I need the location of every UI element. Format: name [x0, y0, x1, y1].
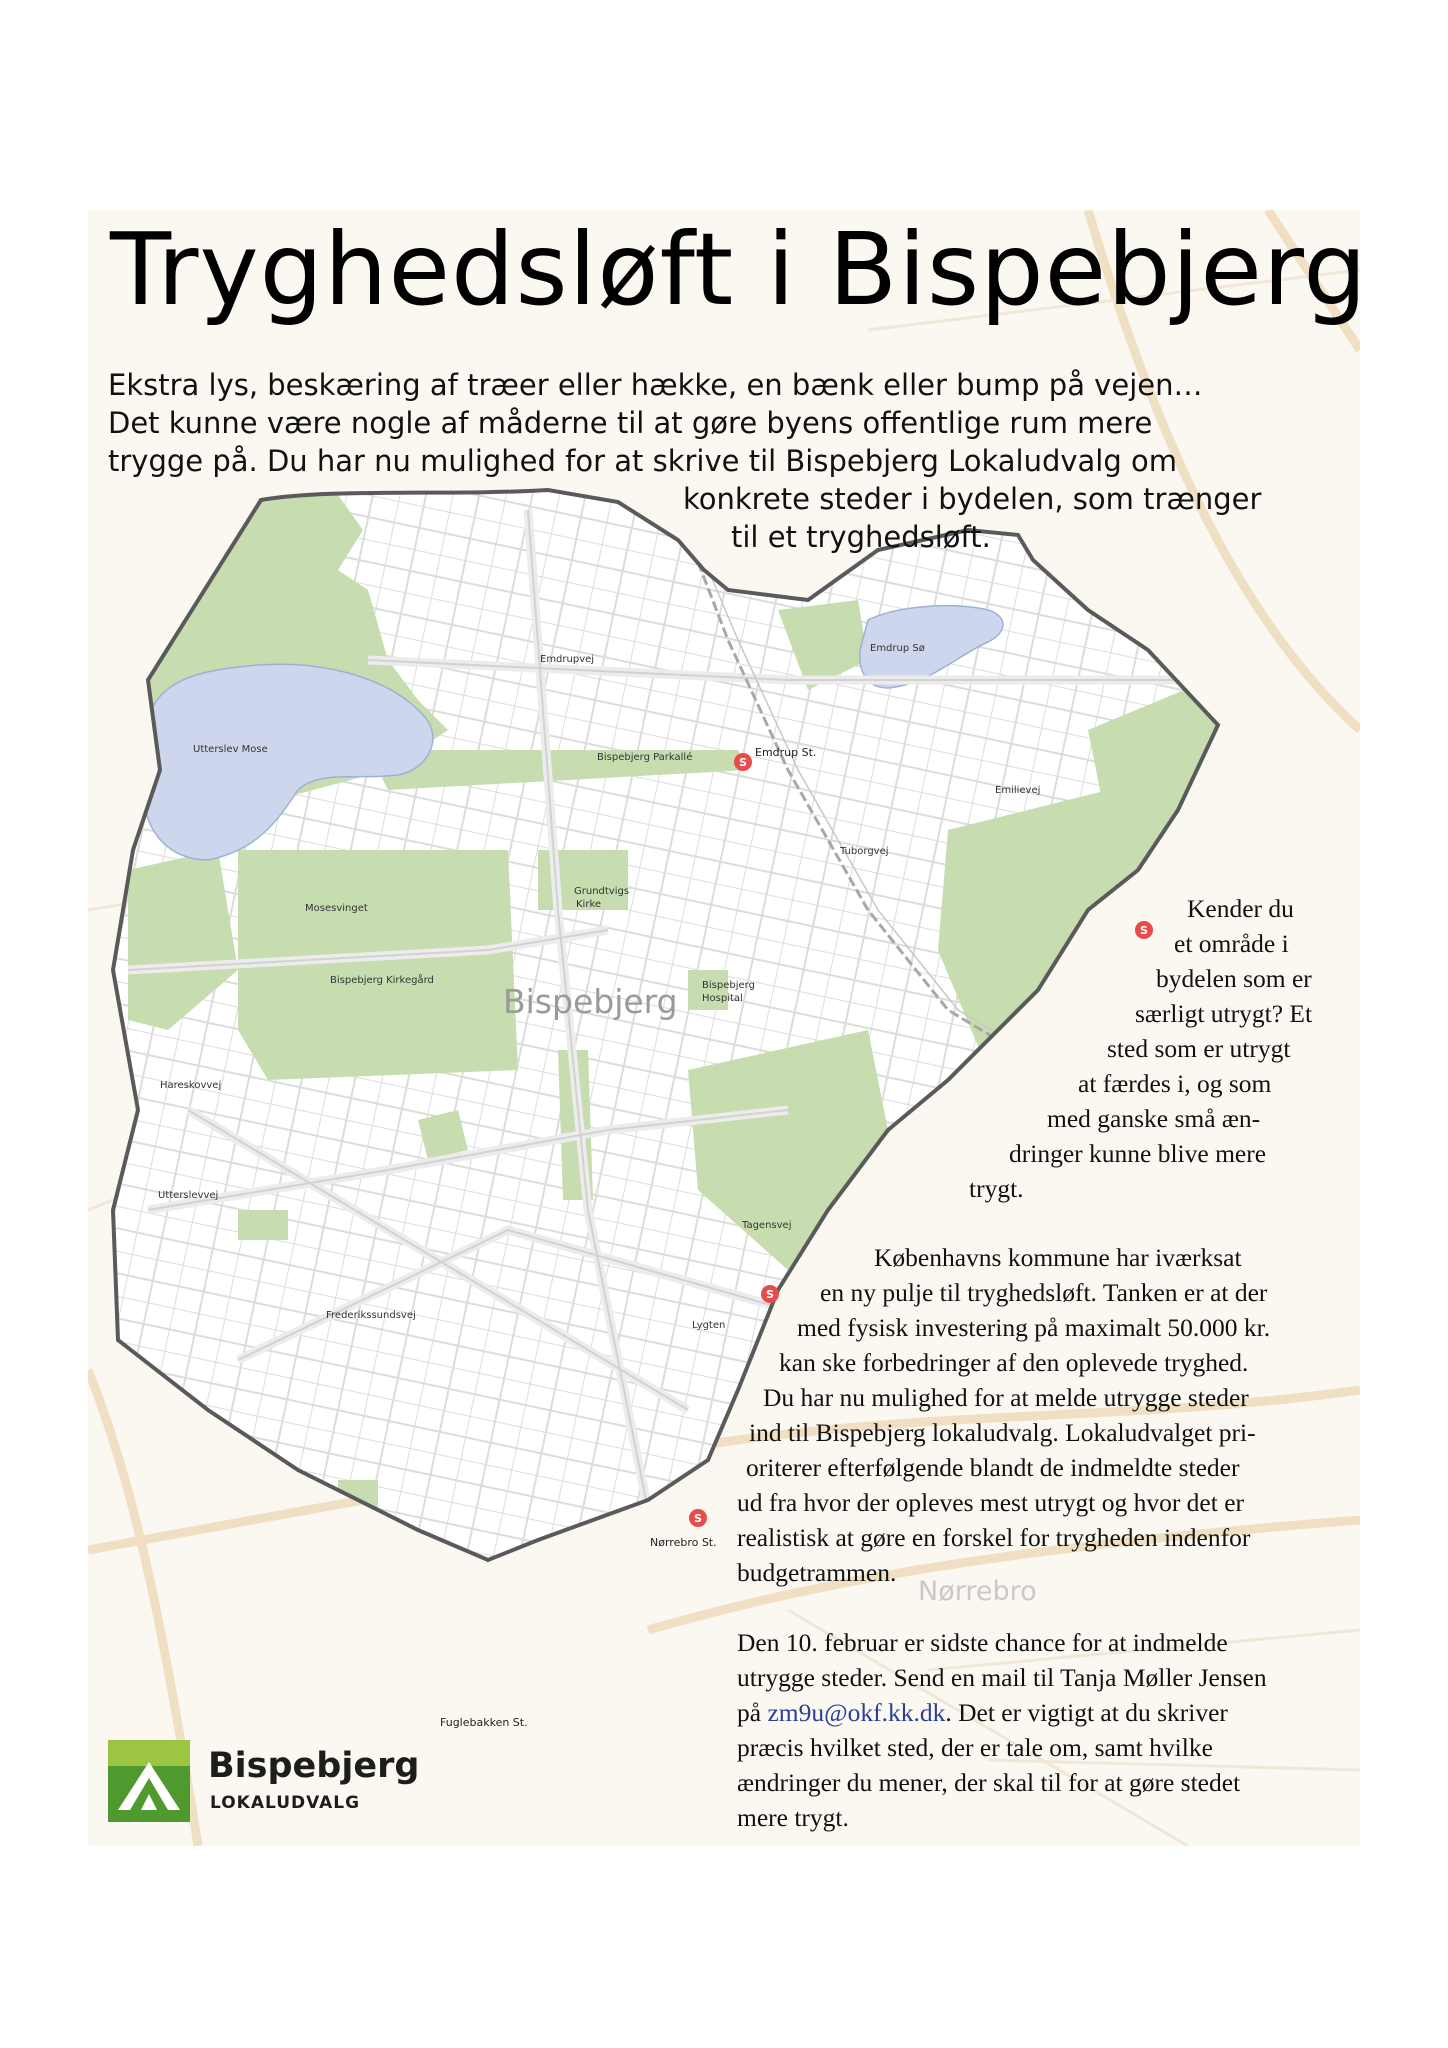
question-line-6: at færdes i, og som	[1078, 1069, 1272, 1098]
place-emdrup-so: Emdrup Sø	[870, 643, 925, 654]
place-utterslev-mose: Utterslev Mose	[193, 744, 268, 755]
info-line-6: ind til Bispebjerg lokaludvalg. Lokaludvalget pri-	[749, 1418, 1256, 1447]
neighbor-label: Nørrebro	[918, 1576, 1037, 1607]
station-nordvest-icon	[761, 1285, 779, 1303]
street-utterslevvej: Utterslevvej	[158, 1190, 219, 1201]
station-emdrup-label: Emdrup St.	[755, 746, 817, 759]
district-label: Bispebjerg	[503, 982, 678, 1021]
street-fredrikssundsvej: Frederikssundsvej	[326, 1310, 416, 1321]
street-mosesvinget: Mosesvinget	[305, 903, 368, 914]
svg-text:S: S	[739, 756, 747, 769]
question-line-5: sted som er utrygt	[1107, 1034, 1291, 1063]
question-line-8: dringer kunne blive mere	[1009, 1139, 1267, 1168]
street-emdrupvej: Emdrupvej	[540, 654, 595, 665]
question-line-1: Kender du	[1187, 894, 1294, 923]
street-tagensvej: Tagensvej	[742, 1220, 792, 1231]
station-bispebjerg-icon	[1135, 921, 1153, 939]
intro-line-4: konkrete steder i bydelen, som trænger	[683, 482, 1262, 516]
station-norrebro-icon	[689, 1509, 707, 1527]
info-line-5: Du har nu mulighed for at melde utrygge steder	[763, 1383, 1249, 1412]
street-emilievej: Emilievej	[995, 785, 1041, 796]
station-emdrup-icon	[734, 753, 752, 771]
deadline-suffix: . Det er vigtigt at du skriver	[945, 1698, 1228, 1727]
info-line-2: en ny pulje til tryghedsløft. Tanken er at der	[820, 1278, 1268, 1307]
info-line-4: kan ske forbedringer af den oplevede tryghed.	[779, 1348, 1249, 1377]
station-fuglebakken-label: Fuglebakken St.	[440, 1716, 528, 1729]
place-hospital-1: Bispebjerg	[702, 980, 755, 991]
page-title: Tryghedsløft i Bispebjerg	[110, 211, 1368, 328]
intro-line-1: Ekstra lys, beskæring af træer eller hække, en bænk eller bump på vejen…	[108, 368, 1203, 402]
place-grundtvigs-kirke-2: Kirke	[576, 899, 602, 910]
intro-line-2: Det kunne være nogle af måderne til at gøre byens offentlige rum mere	[108, 406, 1153, 440]
logo-subtitle: LOKALUDVALG	[210, 1793, 361, 1813]
lokaludvalg-logo-icon	[108, 1740, 190, 1822]
info-line-9: realistisk at gøre en forskel for trygheden indenfor	[737, 1523, 1251, 1552]
street-hareskovvej: Hareskovvej	[160, 1080, 222, 1091]
street-bispebjerg-parkalle: Bispebjerg Parkallé	[597, 752, 693, 763]
intro-line-3: trygge på. Du har nu mulighed for at skrive til Bispebjerg Lokaludvalg om	[108, 444, 1177, 478]
svg-text:S: S	[1140, 924, 1148, 937]
deadline-line-3	[737, 1695, 1228, 1730]
deadline-line-4: præcis hvilket sted, der er tale om, samt hvilke	[737, 1733, 1213, 1762]
svg-text:S: S	[694, 1512, 702, 1525]
place-grundtvigs-kirke-1: Grundtvigs	[574, 886, 630, 897]
deadline-line-6: mere trygt.	[737, 1803, 849, 1832]
place-hospital-2: Hospital	[702, 993, 743, 1004]
question-line-3: bydelen som er	[1156, 964, 1312, 993]
info-line-1: Københavns kommune har iværksat	[874, 1243, 1242, 1272]
email-link[interactable]: zm9u@okf.kk.dk	[767, 1698, 946, 1727]
info-line-8: ud fra hvor der opleves mest utrygt og hvor det er	[737, 1488, 1245, 1517]
intro-line-5: til et tryghedsløft.	[731, 520, 991, 554]
street-lygten: Lygten	[692, 1320, 726, 1331]
deadline-line-2: utrygge steder. Send en mail til Tanja Møller Jensen	[737, 1663, 1267, 1692]
place-kirkegaard: Bispebjerg Kirkegård	[330, 975, 434, 986]
question-line-9: trygt.	[969, 1174, 1024, 1203]
deadline-line-1: Den 10. februar er sidste chance for at indmelde	[737, 1628, 1228, 1657]
deadline-line-5: ændringer du mener, der skal til for at gøre stedet	[737, 1768, 1241, 1797]
deadline-prefix: på	[737, 1698, 768, 1727]
question-line-7: med ganske små æn-	[1047, 1104, 1261, 1133]
question-line-4: særligt utrygt? Et	[1135, 999, 1313, 1028]
svg-text:S: S	[766, 1288, 774, 1301]
question-line-2: et område i	[1174, 929, 1289, 958]
info-line-10: budgetrammen.	[737, 1558, 897, 1587]
station-norrebro-label: Nørrebro St.	[650, 1536, 717, 1549]
info-line-7: oriterer efterfølgende blandt de indmeldte steder	[746, 1453, 1240, 1482]
info-line-3: med fysisk investering på maximalt 50.000 kr.	[797, 1313, 1271, 1342]
logo-name: Bispebjerg	[208, 1746, 420, 1786]
street-tuborgvej: Tuborgvej	[840, 846, 889, 857]
park-small-3	[238, 1210, 288, 1240]
